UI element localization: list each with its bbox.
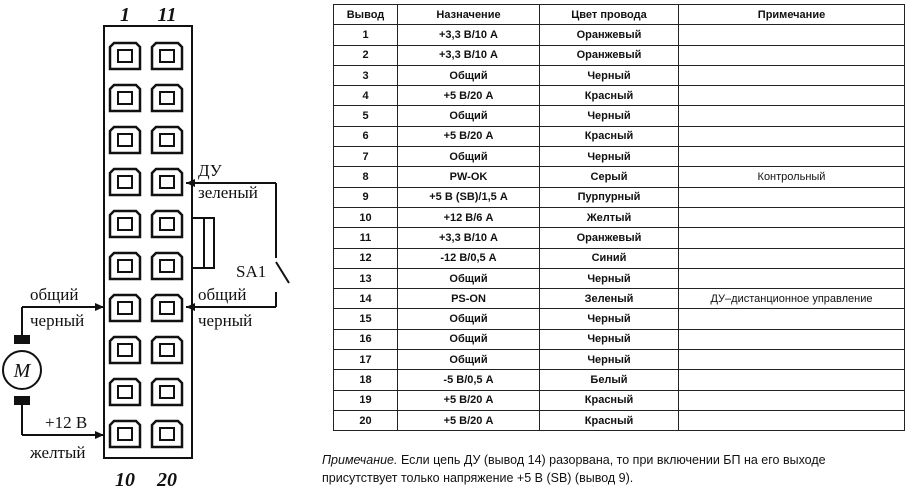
du-label: ДУ bbox=[198, 161, 222, 180]
cell-note bbox=[679, 410, 905, 430]
green-wire-label: зеленый bbox=[198, 183, 258, 202]
connector-pin bbox=[110, 379, 140, 405]
arrow-yellow bbox=[95, 431, 104, 439]
common-label-left: общий bbox=[30, 285, 79, 304]
cell-purpose: +12 В/6 А bbox=[398, 207, 540, 227]
cell-purpose: +5 В/20 А bbox=[398, 410, 540, 430]
cell-wire-color: Черный bbox=[540, 65, 679, 85]
cell-wire-color: Синий bbox=[540, 248, 679, 268]
table-row bbox=[334, 309, 905, 329]
footnote-lead: Примечание. bbox=[322, 453, 398, 467]
arrow-black-right bbox=[186, 303, 195, 311]
cell-pin: 4 bbox=[334, 86, 398, 106]
table-row bbox=[334, 106, 905, 126]
cell-wire-color: Красный bbox=[540, 126, 679, 146]
cell-note bbox=[679, 45, 905, 65]
pin-number-1: 1 bbox=[120, 4, 130, 26]
table-row bbox=[334, 187, 905, 207]
cell-note bbox=[679, 268, 905, 288]
table-row bbox=[334, 147, 905, 167]
table-row bbox=[334, 370, 905, 390]
cell-note bbox=[679, 370, 905, 390]
cell-pin: 7 bbox=[334, 147, 398, 167]
cell-wire-color: Белый bbox=[540, 370, 679, 390]
connector-pin bbox=[110, 295, 140, 321]
connector-pin bbox=[152, 43, 182, 69]
table-row bbox=[334, 268, 905, 288]
cell-wire-color: Желтый bbox=[540, 207, 679, 227]
cell-note bbox=[679, 309, 905, 329]
cell-note bbox=[679, 25, 905, 45]
cell-purpose: -5 В/0,5 А bbox=[398, 370, 540, 390]
table-row bbox=[334, 25, 905, 45]
cell-note bbox=[679, 187, 905, 207]
table-row bbox=[334, 289, 905, 309]
connector-pin bbox=[110, 253, 140, 279]
cell-purpose: +5 В (SB)/1,5 А bbox=[398, 187, 540, 207]
header-purpose: Назначение bbox=[398, 5, 540, 25]
cell-pin: 9 bbox=[334, 187, 398, 207]
pin-number-10: 10 bbox=[115, 469, 135, 491]
pin-number-20: 20 bbox=[157, 469, 177, 491]
table-row bbox=[334, 45, 905, 65]
cell-purpose: +3,3 В/10 А bbox=[398, 45, 540, 65]
cell-note bbox=[679, 228, 905, 248]
motor-brush-top bbox=[14, 335, 30, 344]
table-row bbox=[334, 207, 905, 227]
cell-note bbox=[679, 207, 905, 227]
connector-pin bbox=[110, 127, 140, 153]
cell-note: Контрольный bbox=[679, 167, 905, 187]
table-row bbox=[334, 329, 905, 349]
connector-pin bbox=[152, 379, 182, 405]
cell-pin: 8 bbox=[334, 167, 398, 187]
cell-pin: 13 bbox=[334, 268, 398, 288]
yellow-wire-label: желтый bbox=[30, 443, 86, 462]
arrow-black-left bbox=[95, 303, 104, 311]
cell-pin: 18 bbox=[334, 370, 398, 390]
table-body bbox=[334, 25, 905, 431]
table-header-row bbox=[334, 5, 905, 25]
connector-pin bbox=[152, 127, 182, 153]
cell-pin: 16 bbox=[334, 329, 398, 349]
arrow-green bbox=[186, 179, 195, 187]
cell-pin: 17 bbox=[334, 350, 398, 370]
connector-pin bbox=[110, 421, 140, 447]
cell-pin: 11 bbox=[334, 228, 398, 248]
cell-pin: 19 bbox=[334, 390, 398, 410]
cell-note bbox=[679, 106, 905, 126]
header-wire-color: Цвет провода bbox=[540, 5, 679, 25]
cell-pin: 14 bbox=[334, 289, 398, 309]
connector-pin bbox=[152, 169, 182, 195]
cell-purpose: Общий bbox=[398, 147, 540, 167]
cell-wire-color: Красный bbox=[540, 410, 679, 430]
pin-number-11: 11 bbox=[157, 4, 177, 26]
motor-brush-bottom bbox=[14, 396, 30, 405]
cell-purpose: Общий bbox=[398, 350, 540, 370]
cell-purpose: +3,3 В/10 А bbox=[398, 228, 540, 248]
connector-pin bbox=[110, 169, 140, 195]
footnote bbox=[322, 451, 904, 487]
cell-wire-color: Черный bbox=[540, 309, 679, 329]
cell-note: ДУ–дистанционное управление bbox=[679, 289, 905, 309]
cell-wire-color: Черный bbox=[540, 350, 679, 370]
cell-note bbox=[679, 86, 905, 106]
cell-purpose: +5 В/20 А bbox=[398, 86, 540, 106]
cell-purpose: +5 В/20 А bbox=[398, 390, 540, 410]
cell-pin: 10 bbox=[334, 207, 398, 227]
cell-purpose: -12 В/0,5 А bbox=[398, 248, 540, 268]
cell-wire-color: Красный bbox=[540, 390, 679, 410]
black-label-right: черный bbox=[198, 311, 253, 330]
table-row bbox=[334, 390, 905, 410]
table-row bbox=[334, 65, 905, 85]
connector-pin bbox=[110, 85, 140, 111]
cell-purpose: Общий bbox=[398, 65, 540, 85]
cell-pin: 2 bbox=[334, 45, 398, 65]
connector-pin bbox=[152, 253, 182, 279]
cell-note bbox=[679, 350, 905, 370]
cell-purpose: PS-ON bbox=[398, 289, 540, 309]
cell-pin: 12 bbox=[334, 248, 398, 268]
cell-wire-color: Оранжевый bbox=[540, 228, 679, 248]
connector-pin bbox=[152, 211, 182, 237]
connector-pin bbox=[110, 43, 140, 69]
table-row bbox=[334, 86, 905, 106]
table-row bbox=[334, 410, 905, 430]
table-row bbox=[334, 248, 905, 268]
table-row bbox=[334, 228, 905, 248]
cell-pin: 20 bbox=[334, 410, 398, 430]
cell-purpose: Общий bbox=[398, 106, 540, 126]
cell-wire-color: Черный bbox=[540, 329, 679, 349]
cell-pin: 15 bbox=[334, 309, 398, 329]
pin-grid bbox=[110, 43, 182, 447]
footnote-text: Если цепь ДУ (вывод 14) разорвана, то при включении БП на его выходе присутствует только напряжение +5 В (SB) (вывод 9). bbox=[322, 453, 826, 485]
connector-pin bbox=[110, 337, 140, 363]
cell-purpose: +5 В/20 А bbox=[398, 126, 540, 146]
cell-note bbox=[679, 126, 905, 146]
cell-pin: 6 bbox=[334, 126, 398, 146]
connector-pin bbox=[152, 421, 182, 447]
cell-purpose: +3,3 В/10 А bbox=[398, 25, 540, 45]
table-row bbox=[334, 167, 905, 187]
cell-pin: 5 bbox=[334, 106, 398, 126]
cell-wire-color: Красный bbox=[540, 86, 679, 106]
cell-purpose: Общий bbox=[398, 268, 540, 288]
switch-label: SA1 bbox=[236, 262, 267, 281]
pinout-table bbox=[333, 4, 905, 431]
cell-pin: 3 bbox=[334, 65, 398, 85]
cell-note bbox=[679, 390, 905, 410]
cell-wire-color: Пурпурный bbox=[540, 187, 679, 207]
cell-purpose: Общий bbox=[398, 329, 540, 349]
cell-wire-color: Зеленый bbox=[540, 289, 679, 309]
header-pin: Вывод bbox=[334, 5, 398, 25]
common-label-right: общий bbox=[198, 285, 247, 304]
connector-pin bbox=[152, 337, 182, 363]
cell-wire-color: Оранжевый bbox=[540, 45, 679, 65]
cell-wire-color: Серый bbox=[540, 167, 679, 187]
table-row bbox=[334, 126, 905, 146]
cell-wire-color: Черный bbox=[540, 147, 679, 167]
cell-wire-color: Черный bbox=[540, 268, 679, 288]
cell-wire-color: Оранжевый bbox=[540, 25, 679, 45]
table-row bbox=[334, 350, 905, 370]
header-note: Примечание bbox=[679, 5, 905, 25]
cell-purpose: PW-OK bbox=[398, 167, 540, 187]
plus12-label: +12 В bbox=[45, 413, 88, 432]
motor-label: M bbox=[13, 360, 31, 382]
cell-note bbox=[679, 65, 905, 85]
connector-pin bbox=[110, 211, 140, 237]
cell-note bbox=[679, 248, 905, 268]
connector-pin bbox=[152, 295, 182, 321]
cell-note bbox=[679, 147, 905, 167]
black-label-left: черный bbox=[30, 311, 85, 330]
cell-pin: 1 bbox=[334, 25, 398, 45]
cell-note bbox=[679, 329, 905, 349]
cell-wire-color: Черный bbox=[540, 106, 679, 126]
connector-diagram bbox=[0, 0, 330, 494]
connector-pin bbox=[152, 85, 182, 111]
cell-purpose: Общий bbox=[398, 309, 540, 329]
